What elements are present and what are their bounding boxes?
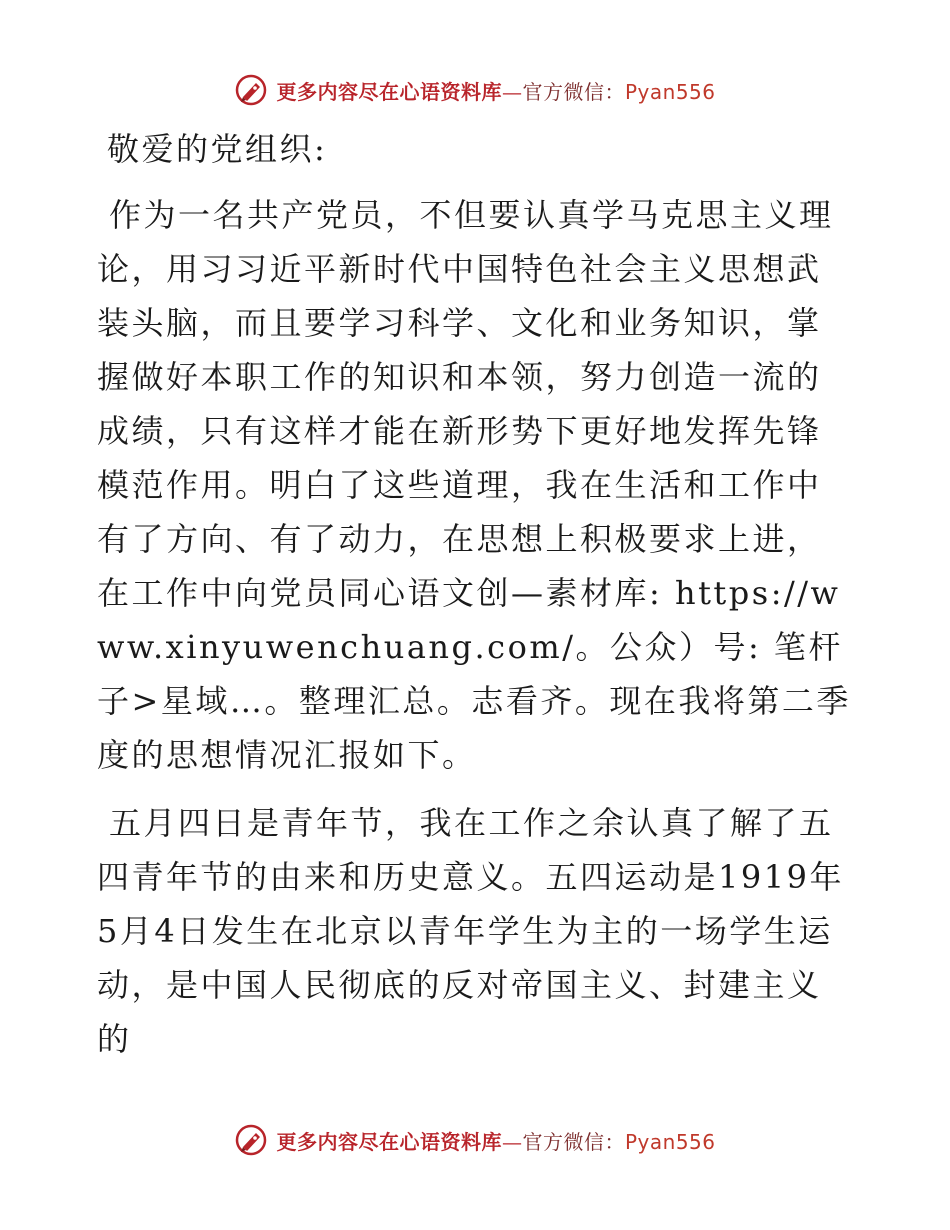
separator-dash: — (501, 1129, 523, 1154)
footer-watermark-banner (0, 1120, 950, 1160)
site-name: 更多内容尽在心语资料库 (276, 79, 502, 104)
wechat-label: 官方微信： (522, 1129, 625, 1154)
pen-nib-logo-icon (234, 1123, 268, 1157)
wechat-id: Pyan556 (624, 1129, 716, 1154)
pen-nib-logo-icon (234, 73, 268, 107)
header-watermark-banner (0, 70, 950, 110)
paragraph-2: 五月四日是青年节，我在工作之余认真了解了五四青年节的由来和历史意义。五四运动是1919年5月4日发生在北京以青年学生为主的一场学生运动，是中国人民彻底的反对帝国主义、封建主义的 (97, 804, 844, 1058)
site-name: 更多内容尽在心语资料库 (276, 1129, 502, 1154)
watermark-text (276, 76, 715, 105)
separator-dash: — (501, 79, 523, 104)
letter-body (97, 122, 852, 1080)
paragraph-1: 作为一名共产党员，不但要认真学马克思主义理论，用习习近平新时代中国特色社会主义思想武装头脑，而且要学习科学、文化和业务知识，掌握做好本职工作的知识和本领，努力创造一流的成绩，只有这样才能在新形势下更好地发挥先锋模范作用。明白了这些道理，我在生活和工作中有了方向、有了动力，在思想上积极要求上进，在工作中向党员同心语文创—素材库: https://www.xinyuwenchuang.com/。公众）号: 笔杆子>星域…。整理汇总。志看齐。现在我将第二季度的思想情况汇报如下。 (97, 196, 851, 774)
wechat-id: Pyan556 (624, 79, 716, 104)
wechat-label: 官方微信： (522, 79, 625, 104)
letter-greeting: 敬爱的党组织: (107, 130, 328, 168)
watermark-text (276, 1126, 715, 1155)
